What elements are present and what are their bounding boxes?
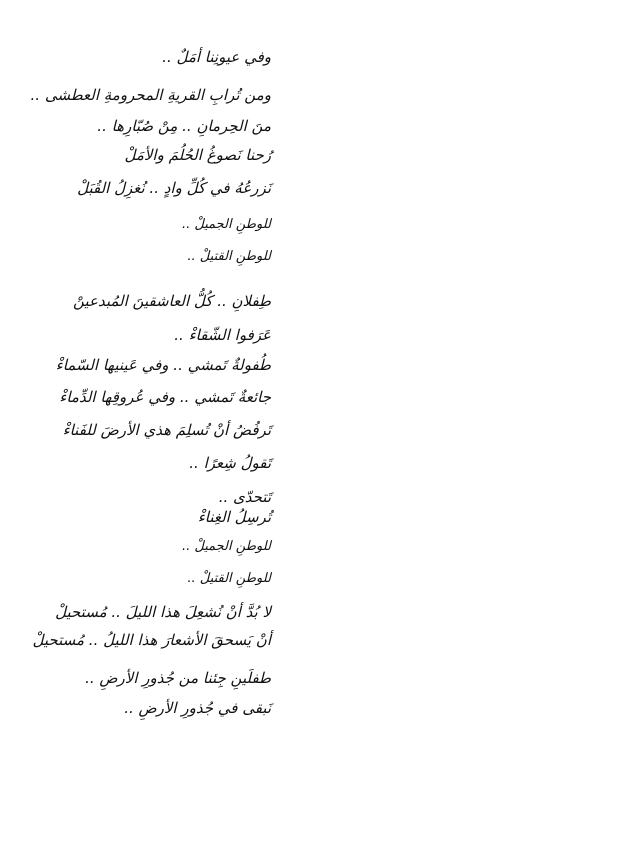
poem-line: وفي عيونِنا أمَلٌ .. bbox=[162, 48, 271, 66]
poem-line: تَرفُضُ أنْ تُسلِمَ هذي الأرضَ للفَناءْ bbox=[62, 421, 271, 439]
poem-line: نَبقى في جُذورِ الأرضِ .. bbox=[124, 699, 271, 717]
poem-line: للوطنِ الجميلْ .. bbox=[181, 217, 271, 232]
poem-line: منَ الحِرمانِ .. مِنْ صُبّارِها .. bbox=[97, 117, 271, 135]
poem-line: لا بُدَّ أنْ نُشعِلَ هذا الليلَ .. مُستحيلْ bbox=[55, 603, 271, 621]
poem-line: جائعةٌ تَمشي .. وفي عُروقِها الدِّماءْ bbox=[59, 388, 271, 406]
poem-line: تُرسِلُ الغِناءْ bbox=[197, 508, 271, 526]
poem-line: عَرَفوا الشّقاءْ .. bbox=[174, 326, 271, 344]
poem-line: ومن تُرابِ القريةِ المحرومةِ العطشى .. bbox=[30, 86, 271, 104]
poem-line: رُحنا نَصوغُ الحُلُمَ والأمَلْ bbox=[124, 146, 271, 164]
poem-line: للوطنِ القتيلْ .. bbox=[187, 571, 271, 586]
poem-line: طفلَينِ جِئنا من جُذورِ الأرضِ .. bbox=[85, 669, 271, 687]
poem-line: طُفولةٌ تَمشي .. وفي عَينيها السّماءْ bbox=[55, 356, 271, 374]
poem-line: تَتحدّى .. bbox=[218, 488, 271, 506]
poem-line: أنْ يَسحقَ الأشعارَ هذا الليلُ .. مُستحيلْ bbox=[32, 631, 271, 649]
poem-line: طِفلانِ .. كُلُّ العاشقينَ المُبدعينْ bbox=[73, 292, 271, 310]
poem-line: للوطنِ الجميلْ .. bbox=[181, 539, 271, 554]
poem-line: للوطنِ القتيلْ .. bbox=[187, 249, 271, 264]
poem-line: نَزرعُهُ في كُلِّ وادٍ .. نُغزِلُ القُبَلْ bbox=[77, 179, 271, 197]
poem-line: تَقولُ شِعرًا .. bbox=[189, 454, 271, 472]
